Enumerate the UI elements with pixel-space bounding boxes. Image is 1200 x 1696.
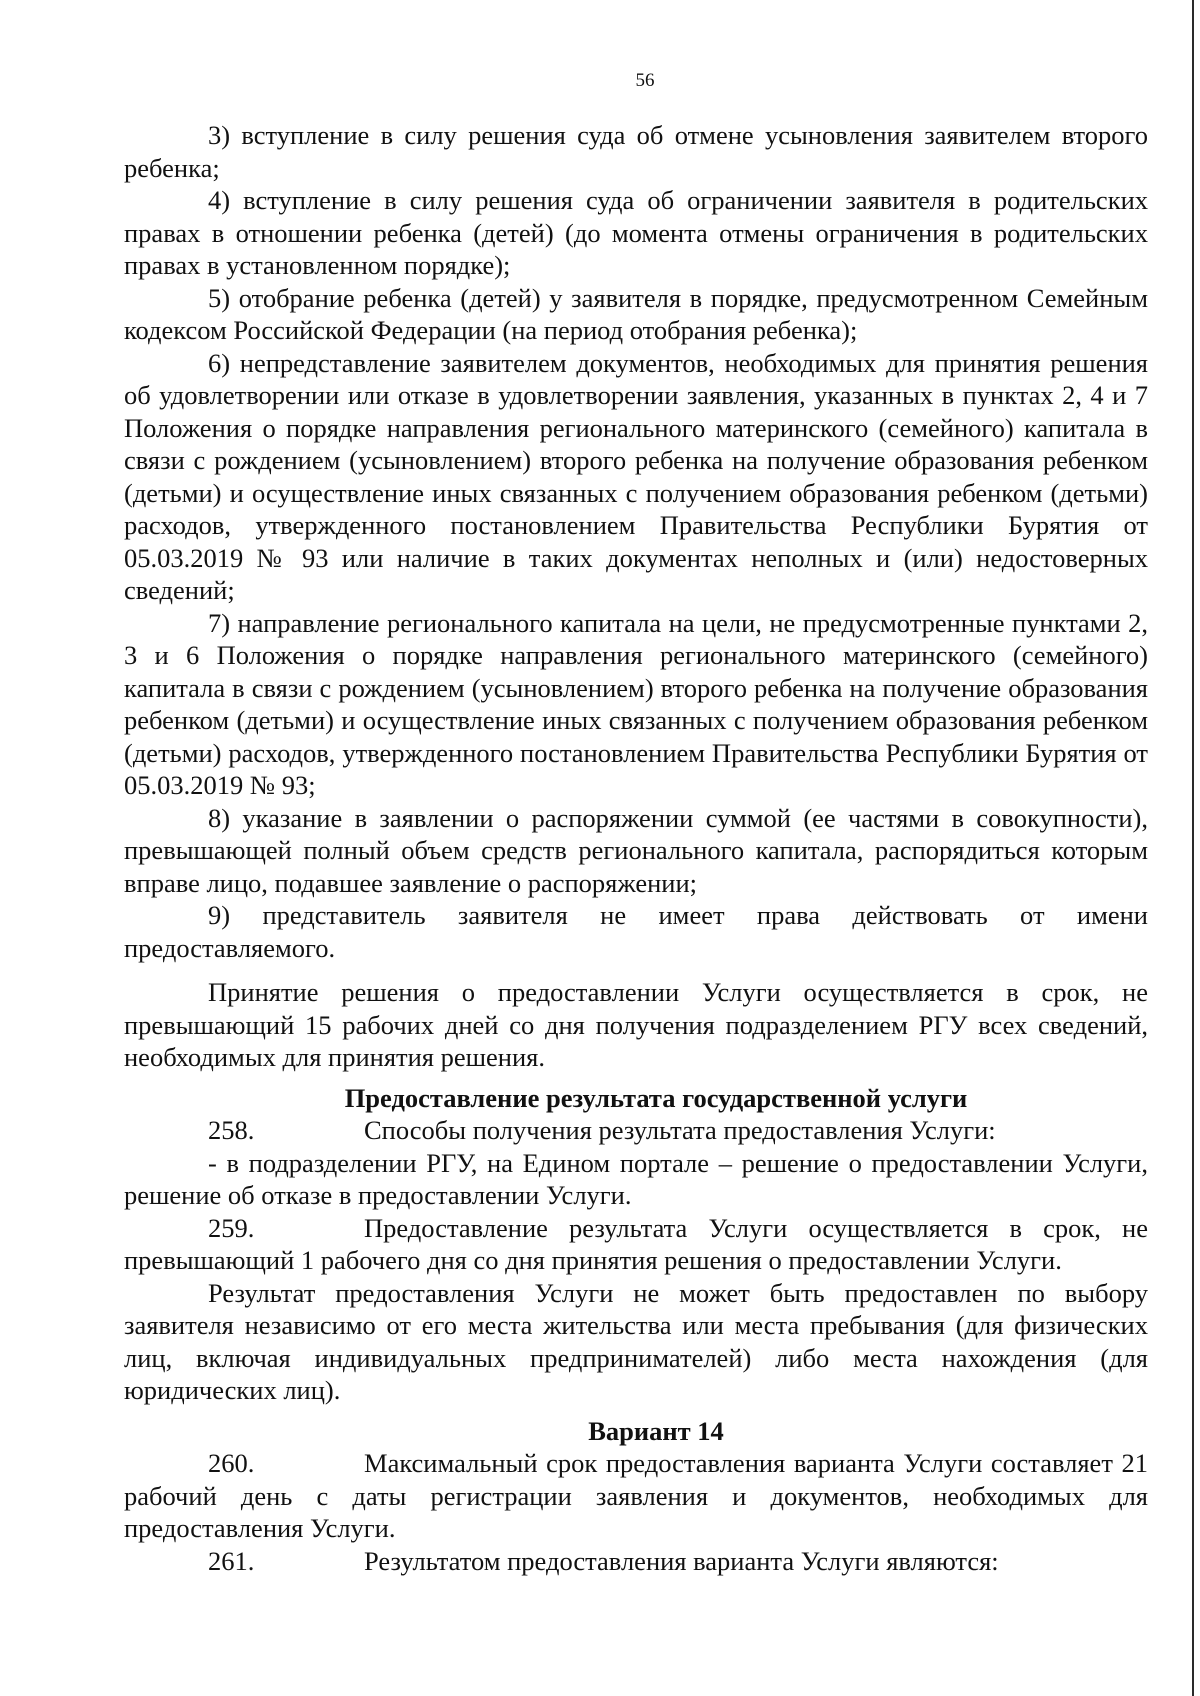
page-number: 56 [635,70,655,91]
list-item-5: 5) отобрание ребенка (детей) у заявителя в порядке, предусмотренном Семейным кодексом Российской Федерации (на период отобрания ребенка); [124,282,1148,345]
paragraph-261 [124,1545,1148,1578]
result-location-paragraph: Результат предоставления Услуги не может быть предоставлен по выбору заявителя независимо от его места жительства или места пребывания (для физических лиц, включая индивидуальных предпринимателей) либо места нахождения (для юридических лиц). [124,1277,1148,1405]
paragraph-text: Максимальный срок предоставления варианта Услуги составляет 21 рабочий день с даты регистрации заявления и документов, необходимых для предоставления Услуги. [124,1448,1148,1543]
paragraph-number: 260. [208,1448,255,1478]
page-edge-line [1192,0,1194,1696]
paragraph-number: 261. [208,1545,255,1576]
paragraph-258 [124,1114,1148,1147]
paragraph-text: Результатом предоставления варианта Услуги являются: [364,1545,999,1576]
paragraph-text: Способы получения результата предоставления Услуги: [364,1115,996,1145]
list-item-8: 8) указание в заявлении о распоряжении суммой (ее частями в совокупности), превышающей полный объем средств регионального капитала, распорядиться которым вправе лицо, подавшее заявление о распоряжении; [124,802,1148,898]
paragraph-number: 258. [208,1115,255,1145]
list-item-7: 7) направление регионального капитала на цели, не предусмотренные пунктами 2, 3 и 6 Положения о порядке направления регионального материнского (семейного) капитала в связи с рождением (усыновлением) второго ребенка на получение образования ребенком (детьми) и осуществление иных связанных с получением образования ребенком (детьми) расходов, утвержденного постановлением Правительства Республики Бурятия от 05.03.2019 № 93; [124,607,1148,800]
list-item-4: 4) вступление в силу решения суда об ограничении заявителя в родительских правах в отношении ребенка (детей) (до момента отмены ограничения в родительских правах в установленном порядке); [124,185,1148,280]
decision-term-paragraph: Принятие решения о предоставлении Услуги осуществляется в срок, не превышающий 15 рабочих дней со дня получения подразделением РГУ всех сведений, необходимых для принятия решения. [124,977,1148,1072]
list-item-6: 6) непредставление заявителем документов, необходимых для принятия решения об удовлетворении или отказе в удовлетворении заявления, указанных в пунктах 2, 4 и 7 Положения о порядке направления регионального материнского (семейного) капитала в связи с рождением (усыновлением) второго ребенка на получение образования ребенком (детьми) и осуществление иных связанных с получением образования ребенком (детьми) расходов, утвержденного постановлением Правительства Республики Бурятия от 05.03.2019 № 93 или наличие в таких документах неполных и (или) недостоверных сведений; [124,347,1148,605]
document-body [124,119,1148,1577]
list-item-9: 9) представитель заявителя не имеет права действовать от имени предоставляемого. [124,900,1148,963]
paragraph-258-detail: - в подразделении РГУ, на Едином портале – решение о предоставлении Услуги, решение об отказе в предоставлении Услуги. [124,1147,1148,1210]
paragraph-259 [124,1212,1148,1277]
variant-heading: Вариант 14 [588,1415,724,1446]
paragraph-text: Предоставление результата Услуги осуществляется в срок, не превышающий 1 рабочего дня со дня принятия решения о предоставлении Услуги. [124,1212,1148,1275]
section-heading-result: Предоставление результата государственной услуги [344,1082,968,1113]
paragraph-number: 259. [208,1212,255,1243]
list-item-3: 3) вступление в силу решения суда об отмене усыновления заявителем второго ребенка; [124,120,1148,183]
paragraph-260 [124,1447,1148,1545]
